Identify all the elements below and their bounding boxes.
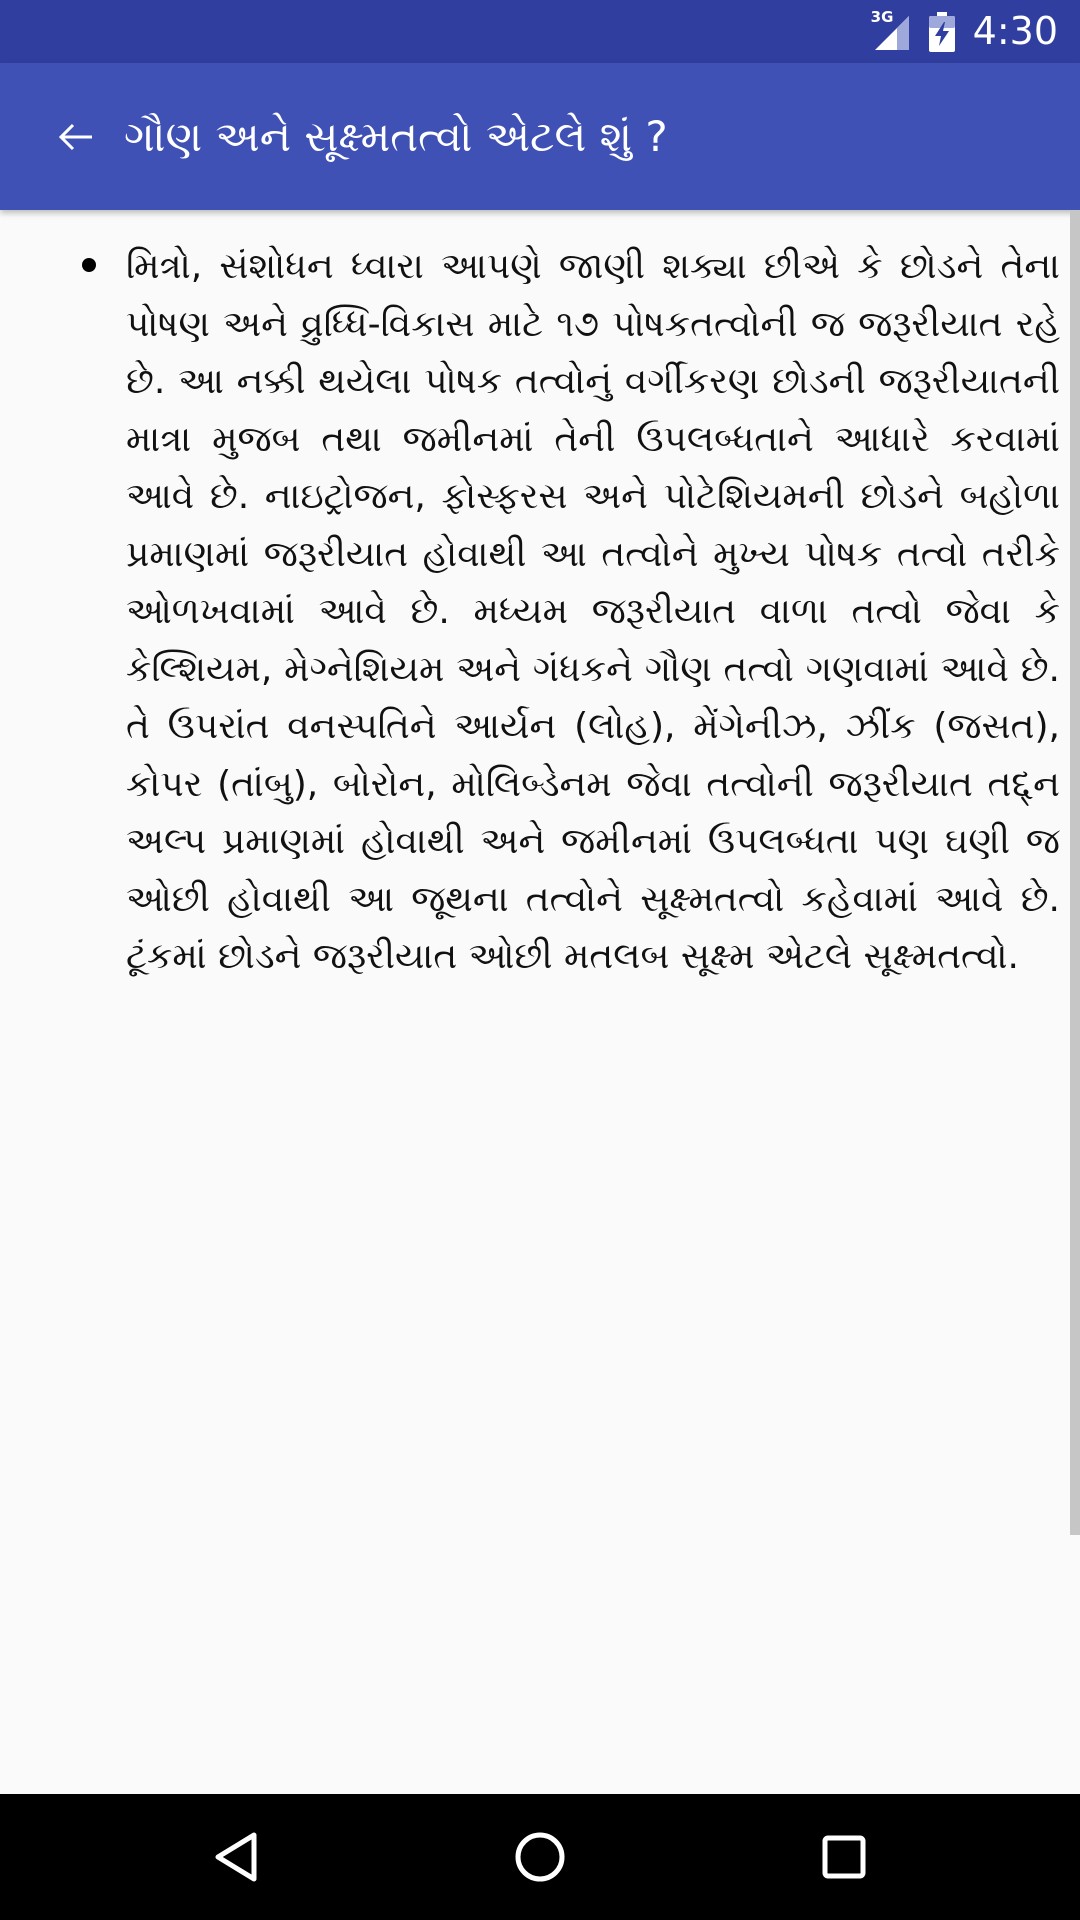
arrow-left-icon: [58, 123, 94, 151]
network-type-label: 3G: [870, 7, 894, 26]
app-bar: [0, 63, 1080, 210]
content-area[interactable]: [0, 210, 1070, 1794]
page-title: ગૌણ અને સૂક્ષ્મતત્વો એટલે શું ?: [124, 112, 668, 161]
back-button[interactable]: [36, 105, 116, 169]
article-paragraph: મિત્રો, સંશોધન ધ્વારા આપણે જાણી શક્યા છીએ કે છોડને તેના પોષણ અને વ્રુધ્ધિ-વિકાસ માટે ૧૭ પોષકતત્વોની જ જરૂરીયાત રહે છે. આ નક્કી થયેલા પોષક તત્વોનું વર્ગીકરણ છોડની જરૂરીયાતની માત્રા મુજબ તથા જમીનમાં તેની ઉપલબ્ધતાને આધારે કરવામાં આવે છે. નાઇટ્રોજન, ફોસ્ફરસ અને પોટેશિયમની છોડને બહોળા પ્રમાણમાં જરૂરીયાત હોવાથી આ તત્વોને મુખ્ય પોષક તત્વો તરીકે ઓળખવામાં આવે છે. મધ્યમ જરૂરીયાત વાળા તત્વો જેવા કે કેલ્શિયમ, મેગ્નેશિયમ અને ગંધકને ગૌણ તત્વો ગણવામાં આવે છે. તે ઉપરાંત વનસ્પતિને આર્યન (લોહ), મેંગેનીઝ, ઝીંક (જસત), કોપર (તાંબુ), બોરોન, મોલિબ્ડેનમ જેવા તત્વોની જરૂરીયાત તદ્દ્ન અલ્પ પ્રમાણમાં હોવાથી અને જમીનમાં ઉપલબ્ધતા પણ ઘણી જ ઓછી હોવાથી આ જૂથના તત્વોને સૂક્ષ્મતત્વો કહેવામાં આવે છે. ટૂંકમાં છોડને જરૂરીયાત ઓછી મતલબ સૂક્ષ્મ એટલે સૂક્ષ્મતત્વો.: [126, 246, 1060, 977]
navigation-bar: [0, 1794, 1080, 1920]
scrollbar[interactable]: [1070, 210, 1080, 1535]
battery-charging-icon: [929, 12, 955, 52]
nav-recents-button[interactable]: [764, 1794, 924, 1920]
status-bar: [0, 0, 1080, 63]
nav-home-button[interactable]: [460, 1794, 620, 1920]
signal-icon: [870, 7, 911, 52]
back-triangle-icon: [212, 1831, 260, 1883]
nav-back-button[interactable]: [156, 1794, 316, 1920]
recents-square-icon: [821, 1834, 867, 1880]
home-circle-icon: [513, 1830, 567, 1884]
bullet-icon: [82, 258, 96, 272]
clock: 4:30: [972, 9, 1058, 53]
status-icons: [871, 0, 1058, 63]
